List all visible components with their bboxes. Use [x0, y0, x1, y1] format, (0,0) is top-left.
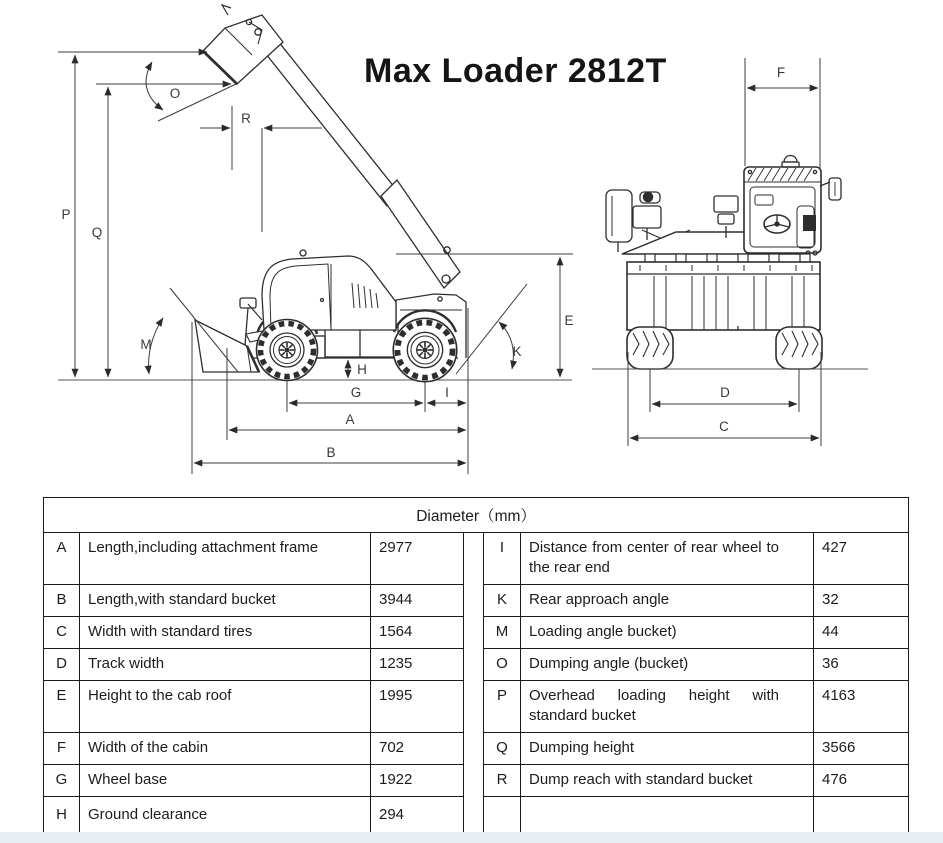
- spec-value: 1564: [371, 617, 464, 649]
- spec-value: 294: [371, 797, 464, 834]
- table-header-row: [44, 498, 909, 533]
- spec-letter: H: [44, 797, 80, 834]
- spec-desc: [521, 797, 814, 834]
- spec-value: 4163: [814, 681, 909, 733]
- spec-value: 427: [814, 533, 909, 585]
- spec-desc: Ground clearance: [80, 797, 371, 834]
- spec-desc: Length,including attachment frame: [80, 533, 371, 585]
- spec-desc: Rear approach angle: [521, 585, 814, 617]
- spec-desc: Loading angle bucket): [521, 617, 814, 649]
- dim-label-a: A: [345, 412, 355, 427]
- dim-label-o: O: [169, 86, 181, 101]
- table-row: [44, 797, 909, 834]
- spacer-cell: [464, 617, 484, 649]
- table-row: [44, 617, 909, 649]
- dim-label-b: B: [326, 445, 336, 460]
- spec-table-wrap: [43, 497, 909, 834]
- spec-value: 44: [814, 617, 909, 649]
- spacer-cell: [464, 585, 484, 617]
- dim-label-m: M: [140, 337, 152, 352]
- dim-label-q: Q: [91, 225, 103, 240]
- spec-desc: Track width: [80, 649, 371, 681]
- dim-label-h: H: [357, 362, 367, 377]
- spec-desc: Width of the cabin: [80, 733, 371, 765]
- dim-label-e: E: [564, 313, 574, 328]
- spec-desc: Dumping height: [521, 733, 814, 765]
- spec-desc: Wheel base: [80, 765, 371, 797]
- spec-desc: Overhead loading height with standard bucket: [521, 681, 814, 733]
- loader-rear-view: [592, 156, 868, 369]
- spec-value: 3944: [371, 585, 464, 617]
- spec-letter: D: [44, 649, 80, 681]
- dim-label-k: K: [512, 344, 522, 359]
- spec-value: 1235: [371, 649, 464, 681]
- spec-letter: A: [44, 533, 80, 585]
- table-row: [44, 733, 909, 765]
- dim-label-g: G: [350, 385, 362, 400]
- spec-letter: Q: [484, 733, 521, 765]
- spec-desc: Width with standard tires: [80, 617, 371, 649]
- table-row: [44, 681, 909, 733]
- spec-letter: K: [484, 585, 521, 617]
- dim-label-i: I: [445, 385, 449, 400]
- spacer-cell: [464, 681, 484, 733]
- spec-desc: Height to the cab roof: [80, 681, 371, 733]
- table-row: [44, 765, 909, 797]
- spec-table: [43, 497, 909, 834]
- front-wheel: [257, 320, 318, 381]
- spec-value: 2977: [371, 533, 464, 585]
- spec-letter: G: [44, 765, 80, 797]
- dim-label-d: D: [720, 385, 730, 400]
- spec-letter: C: [44, 617, 80, 649]
- spec-table-body: [44, 533, 909, 834]
- spacer-cell: [464, 733, 484, 765]
- page-title: Max Loader 2812T: [364, 52, 667, 90]
- spec-value: 32: [814, 585, 909, 617]
- table-row: [44, 533, 909, 585]
- table-row: [44, 585, 909, 617]
- spec-value: 1922: [371, 765, 464, 797]
- spec-desc: Length,with standard bucket: [80, 585, 371, 617]
- spec-value: 3566: [814, 733, 909, 765]
- spec-value: 36: [814, 649, 909, 681]
- spacer-cell: [464, 797, 484, 834]
- table-title: Diameter（mm）: [44, 498, 909, 533]
- rear-wheel: [393, 318, 456, 381]
- spec-letter: M: [484, 617, 521, 649]
- spec-value: 476: [814, 765, 909, 797]
- dim-label-c: C: [719, 419, 729, 434]
- spec-desc: Distance from center of rear wheel to the rear end: [521, 533, 814, 585]
- spec-value: 1995: [371, 681, 464, 733]
- spec-desc: Dumping angle (bucket): [521, 649, 814, 681]
- spacer-cell: [464, 765, 484, 797]
- bottom-strip: [0, 832, 943, 843]
- spec-letter: E: [44, 681, 80, 733]
- table-row: [44, 649, 909, 681]
- spec-letter: F: [44, 733, 80, 765]
- spec-letter: I: [484, 533, 521, 585]
- spec-letter: R: [484, 765, 521, 797]
- dim-label-p: P: [61, 207, 71, 222]
- spec-value: 702: [371, 733, 464, 765]
- spec-letter: B: [44, 585, 80, 617]
- spacer-cell: [464, 649, 484, 681]
- spacer-cell: [464, 533, 484, 585]
- spec-letter: [484, 797, 521, 834]
- spec-letter: O: [484, 649, 521, 681]
- spec-letter: P: [484, 681, 521, 733]
- spec-value: [814, 797, 909, 834]
- dim-label-r: R: [241, 111, 251, 126]
- spec-desc: Dump reach with standard bucket: [521, 765, 814, 797]
- dim-label-f: F: [776, 65, 786, 80]
